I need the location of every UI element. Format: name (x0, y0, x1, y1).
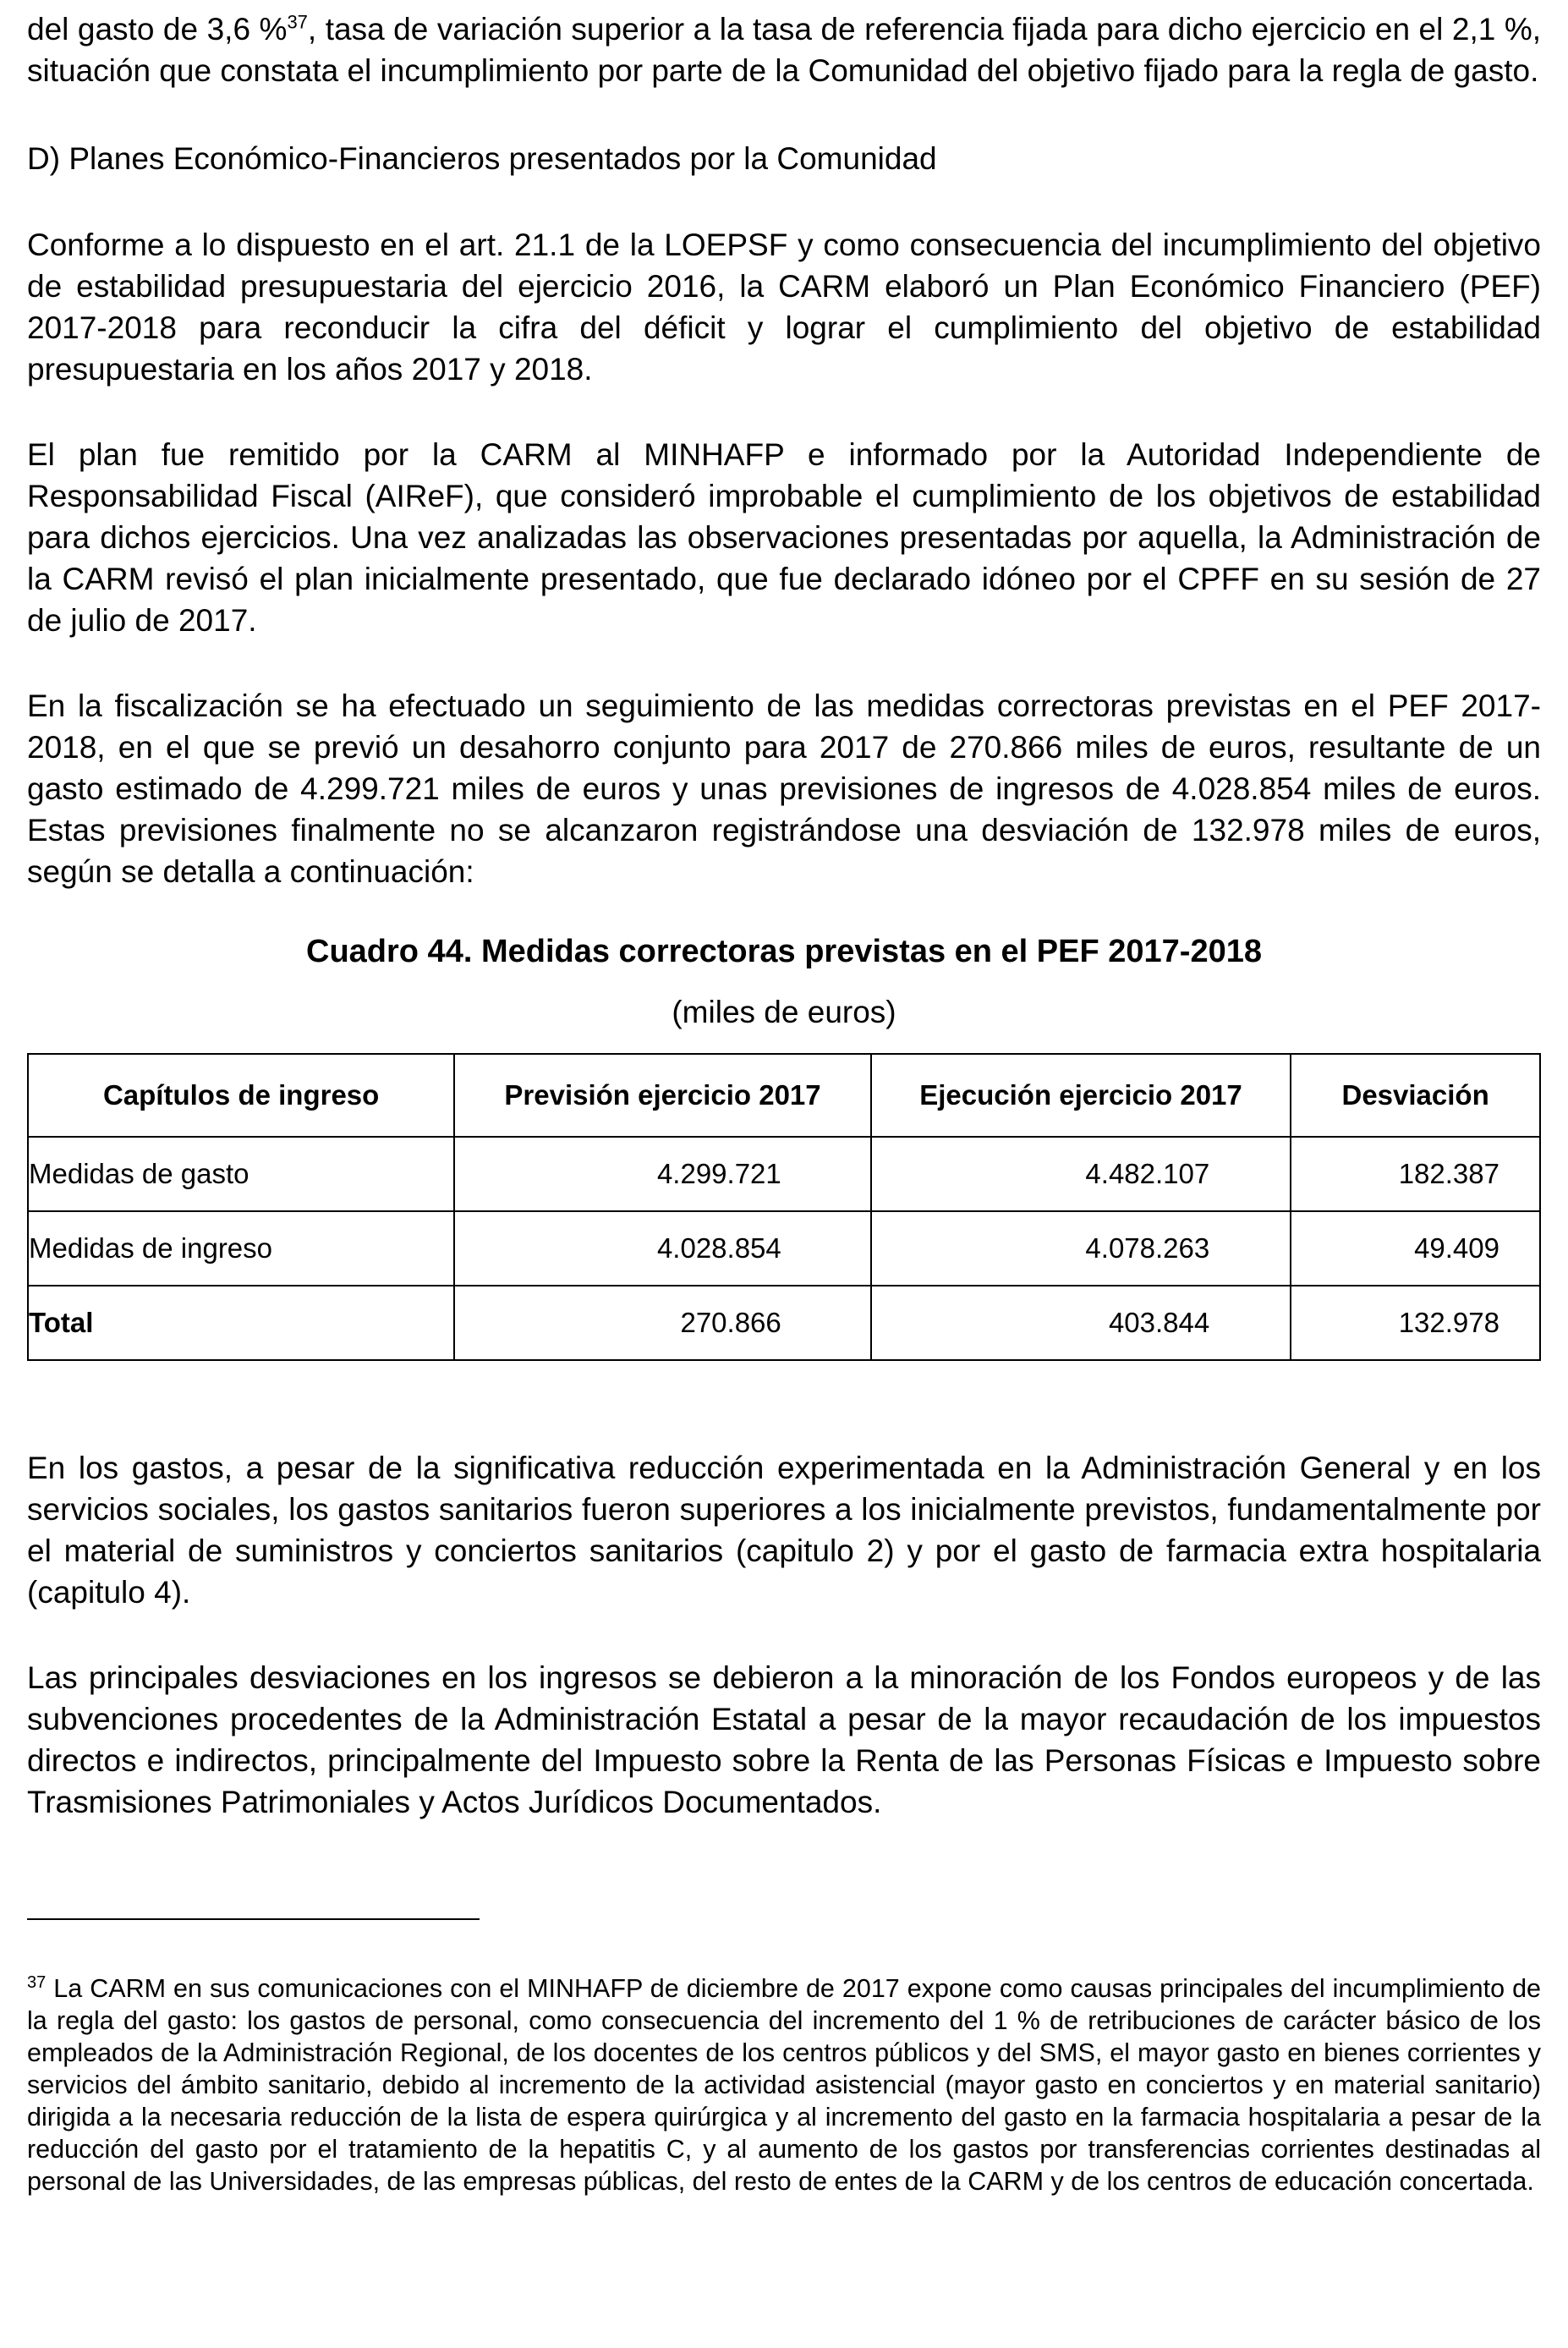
paragraph-revenues: Las principales desviaciones en los ingresos se debieron a la minoración de los Fondos europeos y de las subvenciones procedentes de la Administración Estatal a pesar de la mayor recaudación de los impuestos directos e indirectos, principalmente del Impuesto sobre la Renta de las Personas Físicas e Impuesto sobre Trasmisiones Patrimoniales y Actos Jurídicos Documentados. (27, 1660, 1541, 1819)
table-total-row (28, 1286, 1540, 1360)
document-page (27, 8, 1541, 1823)
table-cell: 270.866 (454, 1286, 871, 1360)
paragraph-pef-plan: Conforme a lo dispuesto en el art. 21.1 de la LOEPSF y como consecuencia del incumplimiento del objetivo de estabilidad presupuestaria del ejercicio 2016, la CARM elaboró un Plan Económico Financiero (PEF) 2017-2018 para reconducir la cifra del déficit y lograr el cumplimiento del objetivo de estabilidad presupuestaria en los años 2017 y 2018. (27, 228, 1541, 387)
footnote-reference[interactable]: 37 (287, 11, 308, 33)
paragraph-plan-review: El plan fue remitido por la CARM al MINHAFP e informado por la Autoridad Independiente de Responsabilidad Fiscal (AIReF), que consideró improbable el cumplimiento de los objetivos de estabilidad para dichos ejercicios. Una vez analizadas las observaciones presentadas por aquella, la Administración de la CARM revisó el plan inicialmente presentado, que fue declarado idóneo por el CPFF en su sesión de 27 de julio de 2017. (27, 437, 1541, 638)
corrective-measures-table (27, 1053, 1541, 1361)
column-header: Capítulos de ingreso (28, 1054, 454, 1137)
column-header: Desviación (1291, 1054, 1540, 1137)
paragraph-spending-rule (27, 8, 1541, 91)
paragraph-monitoring: En la fiscalización se ha efectuado un seguimiento de las medidas correctoras previstas en el PEF 2017-2018, en el que se previó un desahorro conjunto para 2017 de 270.866 miles de euros, resultante de un gasto estimado de 4.299.721 miles de euros y unas previsiones de ingresos de 4.028.854 miles de euros. Estas previsiones finalmente no se alcanzaron registrándose una desviación de 132.978 miles de euros, según se detalla a continuación: (27, 688, 1541, 889)
footnote-text: La CARM en sus comunicaciones con el MINHAFP de diciembre de 2017 expone como causas principales del incumplimiento de la regla del gasto: los gastos de personal, como consecuencia del incremento del 1 % de retribuciones de carácter básico de los empleados de la Administración Regional, de los docentes de los centros públicos y del SMS, el mayor gasto en bienes corrientes y servicios del ámbito sanitario, debido al incremento de la actividad asistencial (mayor gasto en conciertos y en material sanitario) dirigida a la necesaria reducción de la lista de espera quirúrgica y al incremento del gasto en la farmacia hospitalaria a pesar de la reducción del gasto por el tratamiento de la hepatitis C, y al aumento de los gastos por transferencias corrientes destinadas al personal de las Universidades, de las empresas públicas, del resto de entes de la CARM y de los centros de educación concertada. (27, 1974, 1541, 2196)
table-cell: 4.028.854 (454, 1211, 871, 1286)
row-label: Medidas de ingreso (28, 1211, 454, 1286)
section-heading: D) Planes Económico-Financieros presentados por la Comunidad (27, 141, 937, 176)
paragraph-expenses: En los gastos, a pesar de la significativa reducción experimentada en la Administración General y en los servicios sociales, los gastos sanitarios fueron superiores a los inicialmente previstos, fundamentalmente por el material de suministros y conciertos sanitarios (capitulo 2) y por el gasto de farmacia extra hospitalaria (capitulo 4). (27, 1451, 1541, 1610)
table-header-row (28, 1054, 1540, 1137)
table-cell: 403.844 (871, 1286, 1291, 1360)
footnote (27, 1972, 1541, 2197)
table-cell: 4.078.263 (871, 1211, 1291, 1286)
table-cell: 132.978 (1291, 1286, 1540, 1360)
footnote-separator (27, 1918, 480, 1920)
table-cell: 182.387 (1291, 1137, 1540, 1211)
table-row (28, 1137, 1540, 1211)
footnote-number: 37 (27, 1972, 47, 1992)
column-header: Previsión ejercicio 2017 (454, 1054, 871, 1137)
total-label: Total (28, 1286, 454, 1360)
table-cell: 49.409 (1291, 1211, 1540, 1286)
row-label: Medidas de gasto (28, 1137, 454, 1211)
column-header: Ejecución ejercicio 2017 (871, 1054, 1291, 1137)
table-unit: (miles de euros) (672, 995, 896, 1029)
table-cell: 4.482.107 (871, 1137, 1291, 1211)
table-cell: 4.299.721 (454, 1137, 871, 1211)
paragraph-text: del gasto de 3,6 % (27, 12, 288, 47)
paragraph-text: , tasa de variación superior a la tasa de referencia fijada para dicho ejercicio en el 2,1 %, situación que constata el incumplimiento por parte de la Comunidad del objetivo fijado para la regla de gasto. (27, 12, 1541, 88)
table-title: Cuadro 44. Medidas correctoras previstas en el PEF 2017-2018 (306, 934, 1262, 969)
table-row (28, 1211, 1540, 1286)
